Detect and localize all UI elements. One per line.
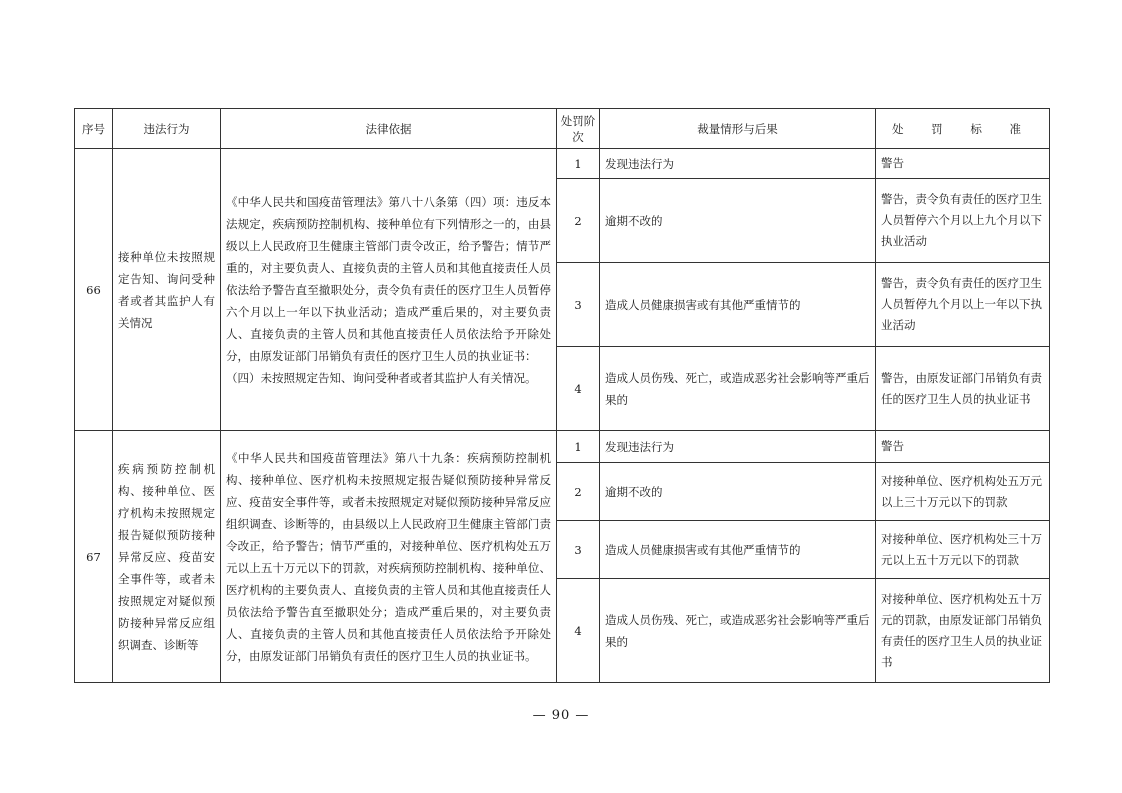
penalty-standard: 警告，责令负有责任的医疗卫生人员暂停六个月以上九个月以下执业活动: [876, 179, 1050, 263]
violation-act: 接种单位未按照规定告知、询问受种者或者其监护人有关情况: [113, 149, 221, 431]
header-standard: 处 罚 标 准: [876, 109, 1050, 149]
penalty-level: 3: [557, 263, 600, 347]
penalty-situation: 逾期不改的: [600, 463, 876, 521]
header-no: 序号: [75, 109, 113, 149]
legal-basis: [221, 149, 557, 431]
penalty-level: 4: [557, 347, 600, 431]
header-level: 处罚阶次: [557, 109, 600, 149]
penalty-level: 1: [557, 149, 600, 179]
table-row: [75, 431, 1050, 463]
penalty-situation: 造成人员健康损害或有其他严重情节的: [600, 263, 876, 347]
penalty-situation: 发现违法行为: [600, 149, 876, 179]
penalty-standard: 警告: [876, 149, 1050, 179]
legal-basis-item: （四）未按照规定告知、询问受种者或者其监护人有关情况。: [226, 370, 537, 385]
table-row: [75, 149, 1050, 179]
penalty-table: [74, 108, 1050, 683]
header-situation: 裁量情形与后果: [600, 109, 876, 149]
header-act: 违法行为: [113, 109, 221, 149]
table-header-row: [75, 109, 1050, 149]
penalty-level: 2: [557, 179, 600, 263]
penalty-level: 3: [557, 521, 600, 579]
header-law: 法律依据: [221, 109, 557, 149]
legal-basis: [221, 431, 557, 683]
penalty-situation: 逾期不改的: [600, 179, 876, 263]
penalty-level: 1: [557, 431, 600, 463]
penalty-level: 4: [557, 579, 600, 683]
penalty-standard: 警告: [876, 431, 1050, 463]
penalty-situation: 发现违法行为: [600, 431, 876, 463]
legal-basis-main: 《中华人民共和国疫苗管理法》第八十八条第（四）项：违反本法规定，疾病预防控制机构、接种单位有下列情形之一的，由县级以上人民政府卫生健康主管部门责令改正，给予警告；情节严重的，对主要负责人、直接负责的主管人员和其他直接责任人员依法给予警告直至撤职处分，责令负有责任的医疗卫生人员暂停六个月以上一年以下执业活动；造成严重后果的，对主要负责人、直接负责的主管人员和其他直接责任人员依法给予开除处分，由原发证部门吊销负有责任的医疗卫生人员的执业证书：: [226, 194, 551, 363]
legal-basis-main: 《中华人民共和国疫苗管理法》第八十九条：疾病预防控制机构、接种单位、医疗机构未按照规定报告疑似预防接种异常反应、疫苗安全事件等，或者未按照规定对疑似预防接种异常反应组织调查、诊断等的，由县级以上人民政府卫生健康主管部门责令改正，给予警告；情节严重的，对接种单位、医疗机构处五万元以上五十万元以下的罚款，对疾病预防控制机构、接种单位、医疗机构的主要负责人、直接负责的主管人员和其他直接责任人员依法给予警告直至撤职处分；造成严重后果的，对主要负责人、直接负责的主管人员和其他直接责任人员依法给予开除处分，由原发证部门吊销负有责任的医疗卫生人员的执业证书。: [226, 450, 551, 663]
penalty-situation: 造成人员健康损害或有其他严重情节的: [600, 521, 876, 579]
violation-act: 疾病预防控制机构、接种单位、医疗机构未按照规定报告疑似预防接种异常反应、疫苗安全事件等，或者未按照规定对疑似预防接种异常反应组织调查、诊断等: [113, 431, 221, 683]
penalty-level: 2: [557, 463, 600, 521]
penalty-standard: 对接种单位、医疗机构处五十万元的罚款，由原发证部门吊销负有责任的医疗卫生人员的执业证书: [876, 579, 1050, 683]
penalty-situation: 造成人员伤残、死亡，或造成恶劣社会影响等严重后果的: [600, 579, 876, 683]
penalty-situation: 造成人员伤残、死亡，或造成恶劣社会影响等严重后果的: [600, 347, 876, 431]
penalty-standard: 对接种单位、医疗机构处五万元以上三十万元以下的罚款: [876, 463, 1050, 521]
penalty-standard: 警告，由原发证部门吊销负有责任的医疗卫生人员的执业证书: [876, 347, 1050, 431]
page-number: — 90 —: [532, 708, 590, 723]
penalty-standard: 对接种单位、医疗机构处三十万元以上五十万元以下的罚款: [876, 521, 1050, 579]
row-number: 66: [75, 149, 113, 431]
penalty-standard: 警告，责令负有责任的医疗卫生人员暂停九个月以上一年以下执业活动: [876, 263, 1050, 347]
row-number: 67: [75, 431, 113, 683]
